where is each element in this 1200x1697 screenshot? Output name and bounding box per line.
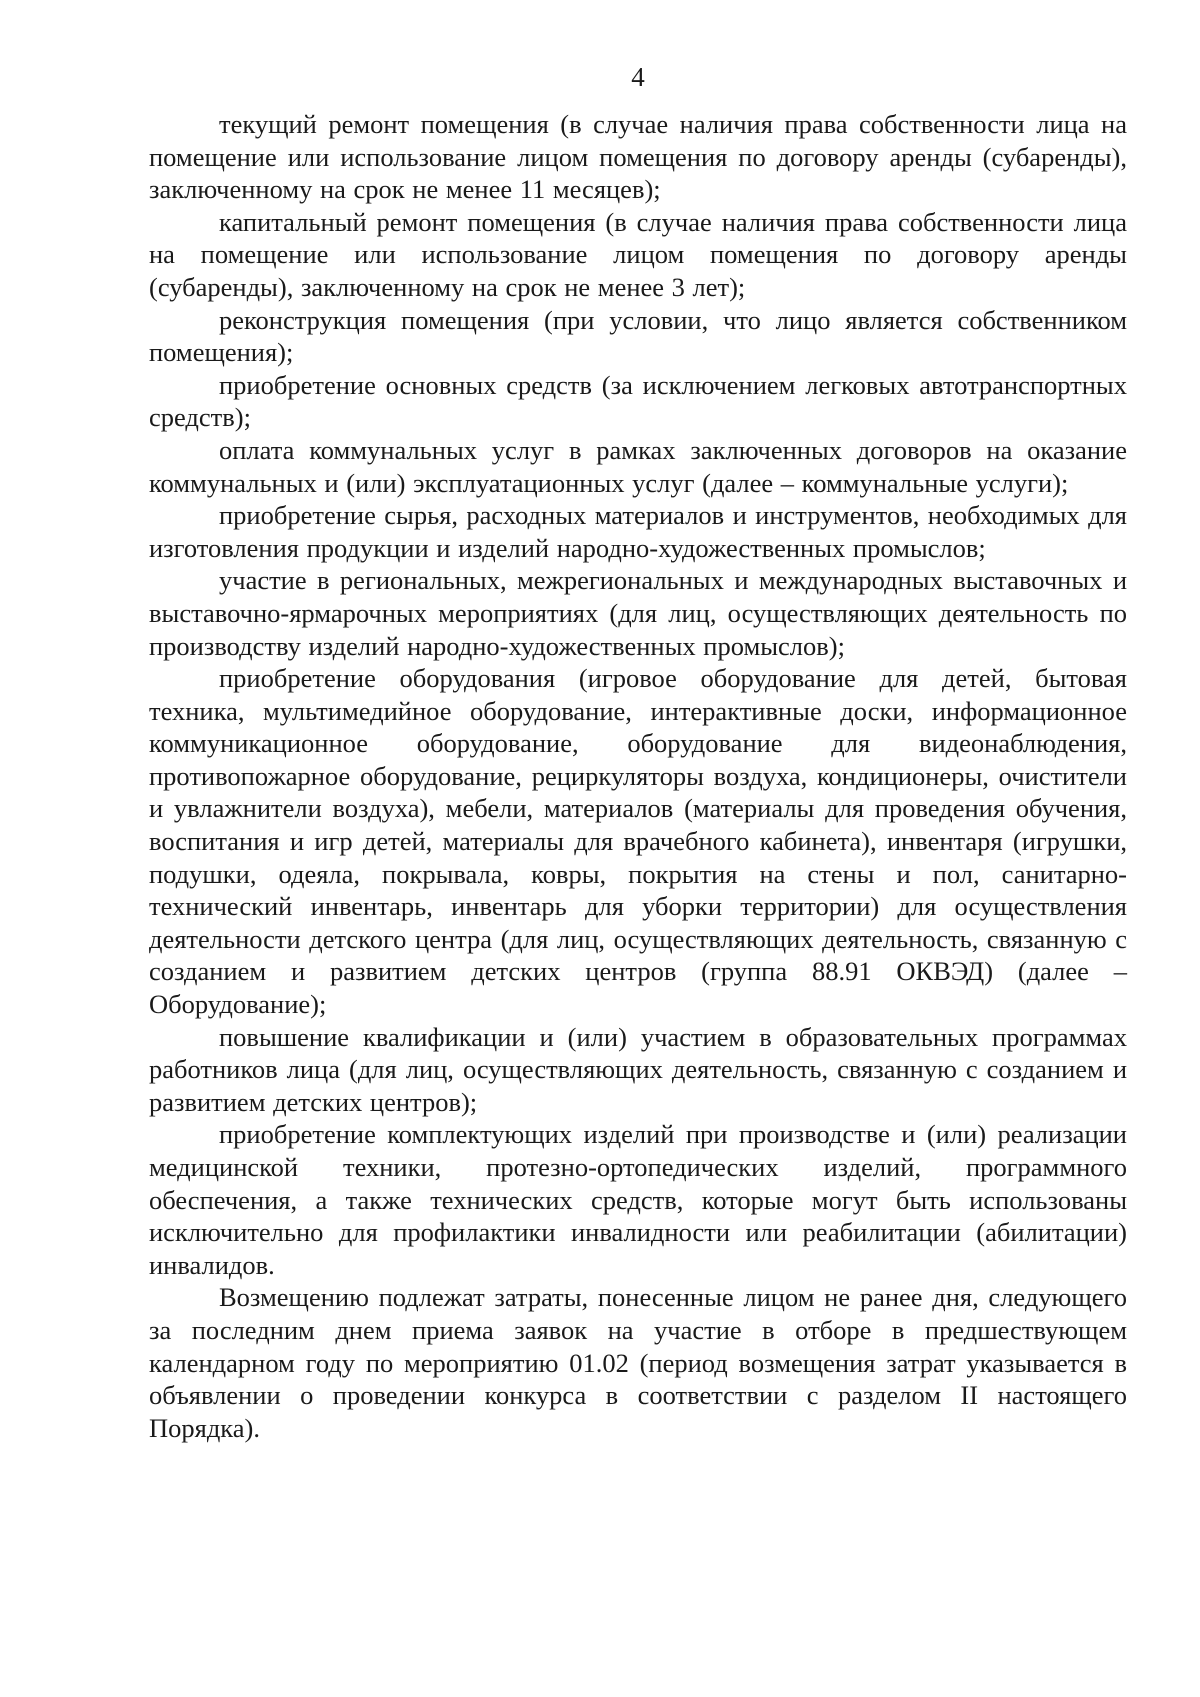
page-number: 4 <box>631 62 645 92</box>
paragraph-reconstruction: реконструкция помещения (при условии, что лицо является собственником помещения); <box>149 304 1127 368</box>
paragraph-capital-repair: капитальный ремонт помещения (в случае наличия права собственности лица на помещение или использование лицом помещения по договору аренды (субаренды), заключенному на срок не менее 3 лет); <box>149 206 1127 302</box>
paragraph-equipment: приобретение оборудования (игровое оборудование для детей, бытовая техника, мультимедийное оборудование, интерактивные доски, информационное коммуникационное оборудование, оборудование для видеонаблюдения, противопожарное оборудование, рециркуляторы воздуха, кондиционеры, очистители и увлажнители воздуха), мебели, материалов (материалы для проведения обучения, воспитания и игр детей, материалы для врачебного кабинета), инвентаря (игрушки, подушки, одеяла, покрывала, ковры, покрытия на стены и пол, санитарно-технический инвентарь, инвентарь для уборки территории) для осуществления деятельности детского центра (для лиц, осуществляющих деятельность, связанную с созданием и развитием детских центров (группа 88.91 ОКВЭД) (далее – Оборудование); <box>149 663 1127 1020</box>
paragraph-current-repair: текущий ремонт помещения (в случае наличия права собственности лица на помещение или использование лицом помещения по договору аренды (субаренды), заключенному на срок не менее 11 месяцев); <box>149 109 1127 205</box>
document-body <box>149 108 1127 1444</box>
paragraph-components: приобретение комплектующих изделий при производстве и (или) реализации медицинской техники, протезно-ортопедических изделий, программного обеспечения, а также технических средств, которые могут быть использованы исключительно для профилактики инвалидности или реабилитации (абилитации) инвалидов. <box>149 1119 1127 1280</box>
paragraph-raw-materials: приобретение сырья, расходных материалов и инструментов, необходимых для изготовления продукции и изделий народно-художественных промыслов; <box>149 500 1127 563</box>
paragraph-utilities: оплата коммунальных услуг в рамках заключенных договоров на оказание коммунальных и (или) эксплуатационных услуг (далее – коммунальные услуги); <box>149 434 1127 498</box>
paragraph-fixed-assets: приобретение основных средств (за исключением легковых автотранспортных средств); <box>149 369 1127 433</box>
paragraph-qualification: повышение квалификации и (или) участием в образовательных программах работников лица (для лиц, осуществляющих деятельность, связанную с созданием и развитием детских центров); <box>149 1021 1127 1117</box>
paragraph-exhibitions: участие в региональных, межрегиональных и международных выставочных и выставочно-ярмарочных мероприятиях (для лиц, осуществляющих деятельность по производству изделий народно-художественных промыслов); <box>149 565 1127 661</box>
paragraph-reimbursement: Возмещению подлежат затраты, понесенные лицом не ранее дня, следующего за последним днем приема заявок на участие в отборе в предшествующем календарном году по мероприятию 01.02 (период возмещения затрат указывается в объявлении о проведении конкурса в соответствии с разделом II настоящего Порядка). <box>149 1282 1127 1443</box>
